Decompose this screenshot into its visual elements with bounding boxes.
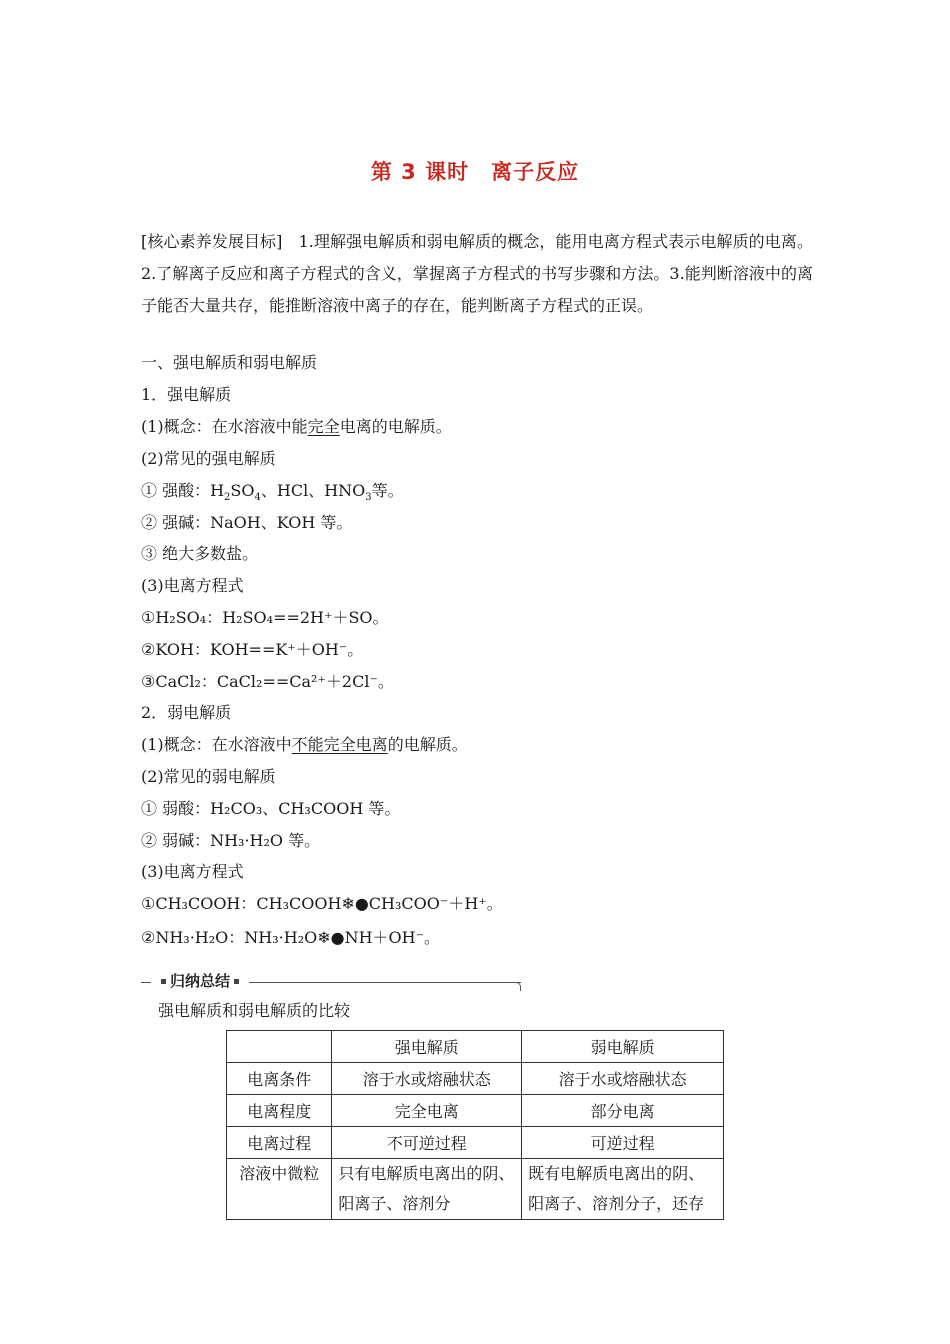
strong-acid-rest: 、HCl、HNO bbox=[260, 481, 366, 500]
subscript: 3 bbox=[365, 492, 372, 504]
strong-equation-heading: (3)电离方程式 bbox=[141, 576, 244, 595]
summary-subtitle: 强电解质和弱电解质的比较 bbox=[158, 1001, 351, 1020]
table-cell: 溶于水或熔融状态 bbox=[332, 1063, 522, 1095]
table-header-cell bbox=[227, 1031, 332, 1063]
weak-base-line: ② 弱碱：NH₃·H₂O 等。 bbox=[141, 831, 321, 850]
table-header-cell: 弱电解质 bbox=[522, 1031, 724, 1063]
weak-concept bbox=[141, 734, 468, 756]
lesson-title: 第 3 课时 离子反应 bbox=[370, 160, 580, 184]
table-cell: 电离条件 bbox=[227, 1063, 332, 1095]
summary-header bbox=[141, 970, 521, 990]
table-header-cell: 强电解质 bbox=[332, 1031, 522, 1063]
table-row bbox=[227, 1095, 724, 1127]
subscript: 2 bbox=[224, 492, 231, 504]
weak-equation-2: ②NH₃·H₂O：NH₃·H₂O❄●NH＋OH⁻。 bbox=[141, 928, 441, 947]
weak-common-heading: (2)常见的弱电解质 bbox=[141, 767, 276, 786]
subscript: 4 bbox=[254, 492, 261, 504]
strong-acid-line bbox=[141, 480, 404, 502]
table-header-row bbox=[227, 1031, 724, 1063]
weak-concept-underlined: 不能完全电离 bbox=[291, 735, 388, 754]
strong-acid-mid: SO bbox=[230, 481, 255, 500]
strong-salt-line: ③ 绝大多数盐。 bbox=[141, 544, 259, 563]
section-heading: 一、强电解质和弱电解质 bbox=[141, 353, 318, 372]
summary-label-box bbox=[151, 970, 249, 991]
square-bullet-icon bbox=[234, 979, 239, 984]
strong-concept-underlined: 完全 bbox=[307, 417, 340, 436]
core-goals-paragraph: [核心素养发展目标] 1.理解强电解质和弱电解质的概念，能用电离方程式表示电解质的电离。2.了解离子反应和离子方程式的含义，掌握离子方程式的书写步骤和方法。3.能判断溶液中的离子能否大量共存，能推断溶液中离子的存在，能判断离子方程式的正误。 bbox=[141, 232, 813, 315]
table-cell: 溶于水或熔融状态 bbox=[522, 1063, 724, 1095]
table-row bbox=[227, 1159, 724, 1220]
weak-electrolyte-heading: 2．弱电解质 bbox=[141, 703, 232, 722]
table-row bbox=[227, 1127, 724, 1159]
table-cell: 溶液中微粒 bbox=[227, 1159, 332, 1220]
table-row bbox=[227, 1063, 724, 1095]
strong-equation-1: ①H₂SO₄：H₂SO₄==2H⁺＋SO。 bbox=[141, 608, 389, 627]
table-cell: 只有电解质电离出的阴、阳离子、溶剂分 bbox=[332, 1159, 522, 1220]
weak-equation-heading: (3)电离方程式 bbox=[141, 862, 244, 881]
table-cell: 完全电离 bbox=[332, 1095, 522, 1127]
strong-acid-pre: ① 强酸：H bbox=[141, 481, 225, 500]
table-cell: 不可逆过程 bbox=[332, 1127, 522, 1159]
table-cell: 电离程度 bbox=[227, 1095, 332, 1127]
strong-base-line: ② 强碱：NaOH、KOH 等。 bbox=[141, 513, 353, 532]
strong-common-heading: (2)常见的强电解质 bbox=[141, 449, 276, 468]
weak-acid-line: ① 弱酸：H₂CO₃、CH₃COOH 等。 bbox=[141, 799, 401, 818]
strong-concept-post: 电离的电解质。 bbox=[339, 417, 452, 436]
weak-equation-1: ①CH₃COOH：CH₃COOH❄●CH₃COO⁻＋H⁺。 bbox=[141, 894, 503, 913]
table-cell: 部分电离 bbox=[522, 1095, 724, 1127]
strong-acid-end: 等。 bbox=[371, 481, 404, 500]
strong-concept bbox=[141, 416, 452, 438]
square-bullet-icon bbox=[161, 979, 166, 984]
comparison-table bbox=[226, 1030, 724, 1220]
summary-label: 归纳总结 bbox=[170, 972, 231, 990]
summary-rule-end bbox=[514, 982, 521, 991]
strong-concept-pre: (1)概念：在水溶液中能 bbox=[141, 417, 308, 436]
weak-concept-post: 的电解质。 bbox=[387, 735, 468, 754]
strong-equation-2: ②KOH：KOH==K⁺＋OH⁻。 bbox=[141, 640, 364, 659]
weak-concept-pre: (1)概念：在水溶液中 bbox=[141, 735, 292, 754]
table-cell: 既有电解质电离出的阴、阳离子、溶剂分子，还存 bbox=[522, 1159, 724, 1220]
table-cell: 可逆过程 bbox=[522, 1127, 724, 1159]
table-cell: 电离过程 bbox=[227, 1127, 332, 1159]
strong-equation-3: ③CaCl₂：CaCl₂==Ca²⁺＋2Cl⁻。 bbox=[141, 672, 394, 691]
strong-electrolyte-heading: 1．强电解质 bbox=[141, 385, 232, 404]
